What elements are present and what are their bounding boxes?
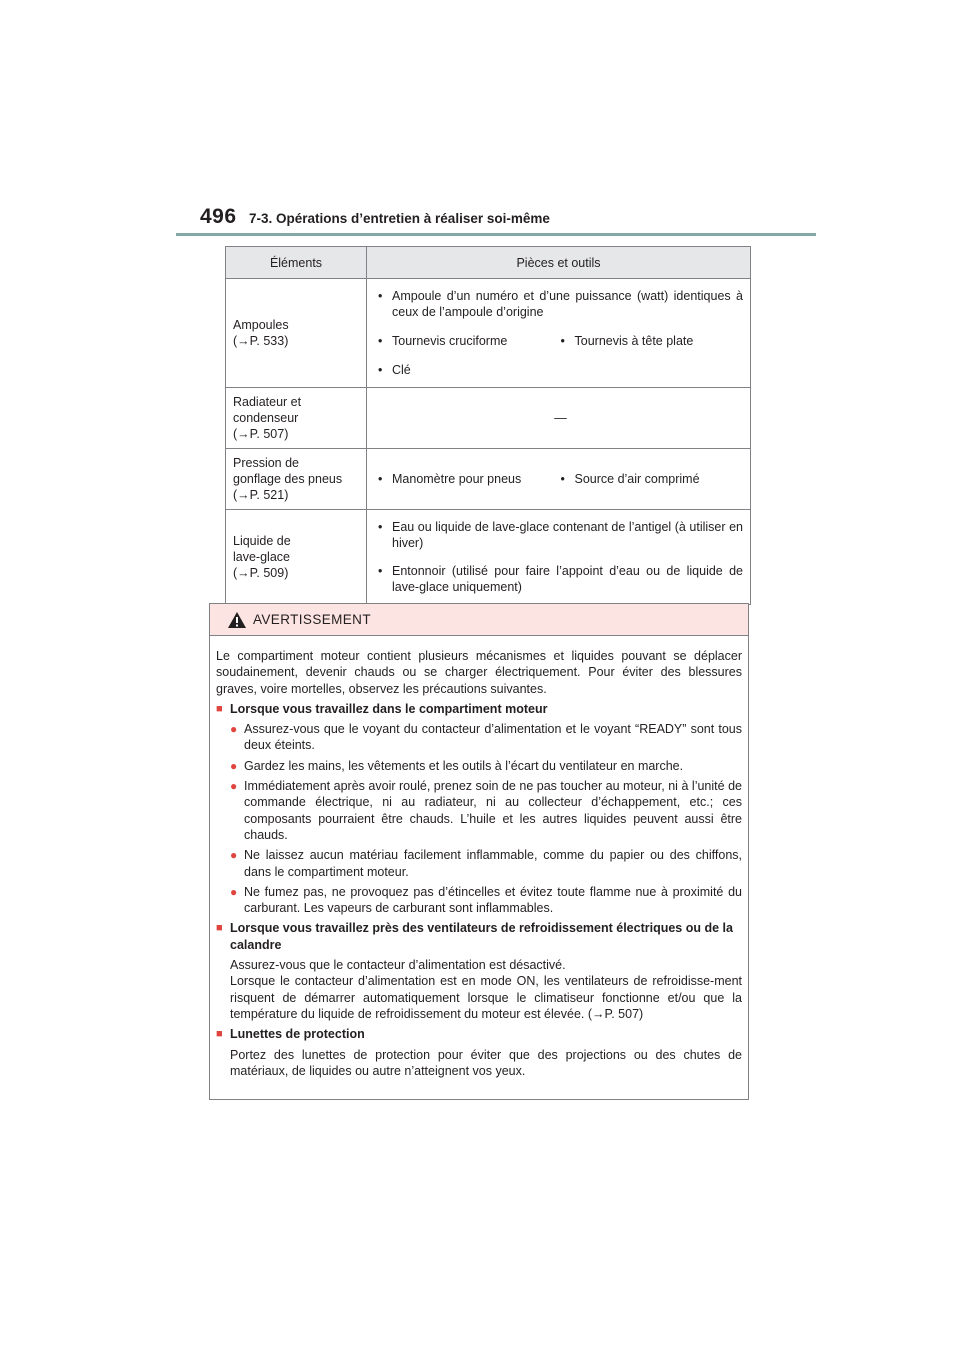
column-header-elements: Éléments bbox=[226, 247, 367, 279]
list-item: ● Immédiatement après avoir roulé, prenez soin de ne pas toucher au moteur, ni à l’unité de commande électrique, ni au radiateur, ni au collecteur d’échappement, etc.; ces composants pourraient être chauds. L’huile et les autres liquides peuvent aussi être chauds. bbox=[230, 779, 742, 842]
empty-dash: — bbox=[554, 411, 567, 425]
warning-triangle-icon bbox=[227, 611, 247, 629]
section-heading: ■ Lorsque vous travaillez dans le compartiment moteur bbox=[216, 701, 548, 716]
list-item: • Entonnoir (utilisé pour faire l’appoint d’eau ou de liquide de lave-glace uniquement) bbox=[378, 564, 743, 594]
bullet-icon: • bbox=[378, 363, 383, 377]
table-header-row bbox=[226, 247, 751, 279]
bullet-icon: • bbox=[560, 334, 565, 348]
column-header-parts: Pièces et outils bbox=[367, 247, 751, 279]
tools-cell bbox=[367, 279, 751, 388]
list-item: • Manomètre pour pneus bbox=[378, 472, 522, 486]
parts-table bbox=[225, 246, 751, 605]
page-number: 496 bbox=[200, 205, 237, 228]
element-line: Ampoules bbox=[233, 318, 289, 332]
list-item: • Clé bbox=[378, 363, 411, 377]
circle-bullet-icon: ● bbox=[230, 779, 238, 794]
section-heading: ■ Lorsque vous travaillez près des ventilateurs de refroidissement électriques ou de la calandre bbox=[216, 921, 733, 952]
header-rule bbox=[176, 233, 816, 236]
element-cell bbox=[226, 510, 367, 605]
table-row-radiator bbox=[226, 388, 751, 449]
warning-box bbox=[209, 603, 749, 1100]
list-item: ● Ne laissez aucun matériau facilement inflammable, comme du papier ou des chiffons, dans le compartiment moteur. bbox=[230, 848, 742, 879]
warning-intro: Le compartiment moteur contient plusieurs mécanismes et liquides pouvant se déplacer soudainement, devenir chauds ou se charger électriquement. Pour éviter des blessures graves, voire mortelles, observez les précautions suivantes. bbox=[216, 649, 742, 696]
circle-bullet-icon: ● bbox=[230, 884, 238, 899]
element-page-ref: (→P. 533) bbox=[233, 334, 289, 348]
list-item: ● Gardez les mains, les vêtements et les outils à l’écart du ventilateur en marche. bbox=[230, 758, 684, 773]
bullet-icon: • bbox=[378, 564, 383, 578]
list-item: • Tournevis cruciforme bbox=[378, 334, 508, 348]
circle-bullet-icon: ● bbox=[230, 758, 238, 773]
bullet-icon: • bbox=[378, 334, 383, 348]
warning-header bbox=[210, 604, 748, 636]
element-page-ref: (→P. 521) bbox=[233, 488, 289, 502]
section-heading: ■ Lunettes de protection bbox=[216, 1027, 365, 1042]
list-item: • Ampoule d’un numéro et d’une puissance (watt) identiques à ceux de l’ampoule d’origine bbox=[378, 289, 743, 319]
list-item: • Source d’air comprimé bbox=[560, 472, 700, 486]
element-line: gonflage des pneus bbox=[233, 472, 343, 486]
element-line: Radiateur et bbox=[233, 395, 302, 409]
paragraph: Assurez-vous que le contacteur d’alimentation est désactivé. Lorsque le contacteur d’alimentation est en mode ON, les ventilateurs de refroidisse-ment risquent de démarrer automatiquement lorsque le climatiseur fonctionne et/ou que la température du liquide de refroidissement du moteur est élevée. (→P. 507) bbox=[230, 958, 742, 1021]
warning-title: AVERTISSEMENT bbox=[253, 612, 371, 627]
table-row-bulbs bbox=[226, 279, 751, 388]
circle-bullet-icon: ● bbox=[230, 722, 238, 737]
list-item: ● Assurez-vous que le voyant du contacteur d’alimentation et le voyant “READY” sont tous deux éteints. bbox=[230, 722, 742, 753]
table-row-tire-pressure bbox=[226, 449, 751, 510]
element-cell bbox=[226, 449, 367, 510]
bullet-icon: • bbox=[560, 472, 565, 486]
element-cell bbox=[226, 388, 367, 449]
element-line: condenseur bbox=[233, 411, 299, 425]
page-header bbox=[176, 200, 816, 240]
element-cell bbox=[226, 279, 367, 388]
bullet-icon: • bbox=[378, 472, 383, 486]
circle-bullet-icon: ● bbox=[230, 848, 238, 863]
element-page-ref: (→P. 509) bbox=[233, 566, 289, 580]
element-line: Pression de bbox=[233, 456, 300, 470]
square-bullet-icon: ■ bbox=[216, 702, 223, 715]
list-item: ● Ne fumez pas, ne provoquez pas d’étincelles et évitez toute flamme nue à proximité du carburant. Les vapeurs de carburant sont inflammables. bbox=[230, 884, 742, 916]
tools-cell bbox=[367, 449, 751, 510]
square-bullet-icon: ■ bbox=[216, 922, 223, 935]
bullet-icon: • bbox=[378, 520, 383, 534]
element-page-ref: (→P. 507) bbox=[233, 427, 289, 441]
element-line: lave-glace bbox=[233, 550, 290, 564]
tools-cell bbox=[367, 388, 751, 449]
section-title: 7-3. Opérations d’entretien à réaliser soi-même bbox=[249, 211, 550, 226]
list-item: • Eau ou liquide de lave-glace contenant de l’antigel (à utiliser en hiver) bbox=[378, 520, 743, 550]
warning-body bbox=[210, 636, 748, 1079]
list-item: • Tournevis à tête plate bbox=[560, 334, 694, 348]
paragraph: Portez des lunettes de protection pour éviter que des projections ou des chutes de matériaux, de liquides ou autre n’atteignent vos yeux. bbox=[230, 1047, 742, 1078]
square-bullet-icon: ■ bbox=[216, 1028, 223, 1041]
table-row-washer-fluid bbox=[226, 510, 751, 605]
element-line: Liquide de bbox=[233, 534, 291, 548]
bullet-icon: • bbox=[378, 289, 383, 303]
tools-cell bbox=[367, 510, 751, 605]
